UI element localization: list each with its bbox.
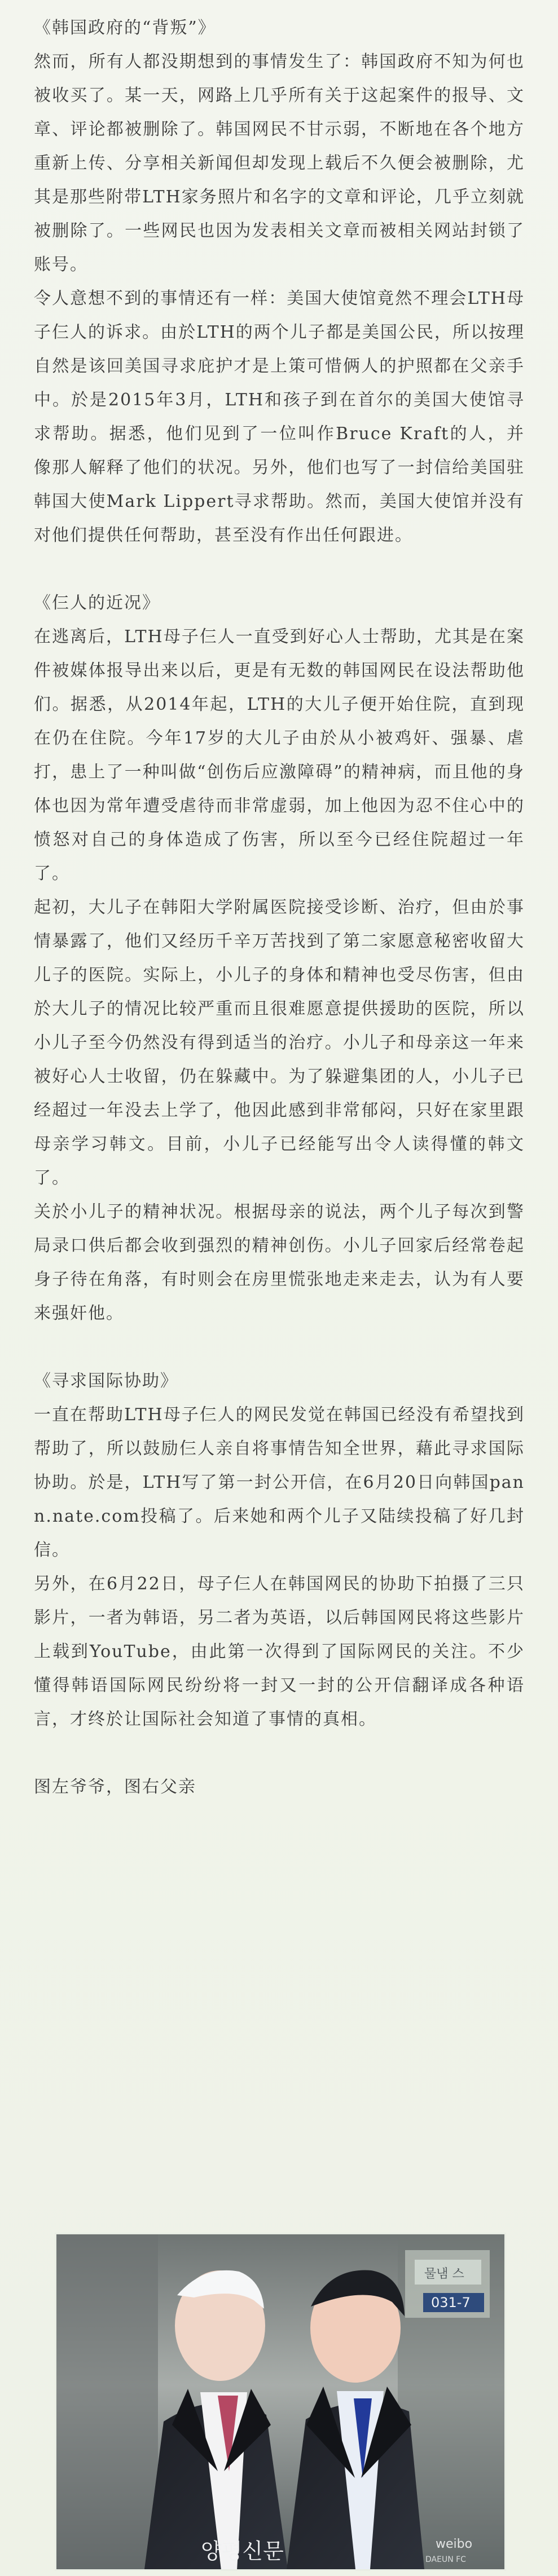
section-paragraph: 起初，大儿子在韩阳大学附属医院接受诊断、治疗，但由於事情暴露了，他们又经历千辛万苦找到了第二家愿意秘密收留大儿子的医院。实际上，小儿子的身体和精神也受尽伤害，但由於大儿子的情况比较严重而且很难愿意提供援助的医院，所以小儿子至今仍然没有得到适当的治疗。小儿子和母亲这一年来被好心人士收留，仍在躲藏中。为了躲避集团的人，小儿子已经超过一年没去上学了，他因此感到非常郁闷，只好在家里跟母亲学习韩文。目前，小儿子已经能写出令人读得懂的韩文了。 [34, 898, 525, 1188]
photo-icon [56, 2234, 504, 2569]
sign-phone-text: 031-7 [431, 2295, 471, 2310]
photo-watermark-small: weibo [436, 2537, 473, 2551]
photo-watermark-site: DAEUN FC [425, 2555, 466, 2564]
article-photo [55, 2233, 506, 2571]
article-content [34, 11, 525, 1804]
section-paragraph: 另外，在6月22日，母子仨人在韩国网民的协助下拍摄了三只影片，一者为韩语，另二者为英语，以后韩国网民将这些影片上载到YouTube，由此第一次得到了国际网民的关注。不少懂得韩语国际网民纷纷将一封又一封的公开信翻译成各种语言，才终於让国际社会知道了事情的真相。 [34, 1574, 525, 1729]
section-title-international-help: 《寻求国际协助》 [34, 1371, 178, 1391]
sign-text-top: 물냄 스 [424, 2267, 464, 2281]
section-paragraph: 在逃离后，LTH母子仨人一直受到好心人士帮助，尤其是在案件被媒体报导出来以后，更是有无数的韩国网民在设法帮助他们。据悉，从2014年起，LTH的大儿子便开始住院，直到现在仍在住院。今年17岁的大儿子由於从小被鸡奸、强暴、虐打，患上了一种叫做“创伤后应激障碍”的精神病，而且他的身体也因为常年遭受虐待而非常虚弱，加上他因为忍不住心中的愤怒对自己的身体造成了伤害，所以至今已经住院超过一年了。 [34, 627, 525, 883]
section-title-government-betrayal: 《韩国政府的“背叛”》 [34, 18, 216, 38]
section-spacer [34, 553, 525, 586]
section-paragraph: 一直在帮助LTH母子仨人的网民发觉在韩国已经没有希望找到帮助了，所以鼓励仨人亲自将事情告知全世界，藉此寻求国际协助。於是，LTH写了第一封公开信，在6月20日向韩国pann.nate.com投稿了。后来她和两个儿子又陆续投稿了好几封信。 [34, 1405, 525, 1560]
section-spacer [34, 1331, 525, 1364]
section-paragraph: 令人意想不到的事情还有一样：美国大使馆竟然不理会LTH母子仨人的诉求。由於LTH的两个儿子都是美国公民，所以按理自然是该回美国寻求庇护才是上策可惜俩人的护照都在父亲手中。於是2015年3月，LTH和孩子到在首尔的美国大使馆寻求帮助。据悉，他们见到了一位叫作Bruce Kraft的人，并像那人解释了他们的状况。另外，他们也写了一封信给美国驻韩国大使Mark Lippert寻求帮助。然而，美国大使馆并没有对他们提供任何帮助，甚至没有作出任何跟进。 [34, 289, 525, 545]
section-paragraph: 关於小儿子的精神状况。根据母亲的说法，两个儿子每次到警局录口供后都会收到强烈的精神创伤。小儿子回家后经常卷起身子待在角落，有时则会在房里慌张地走来走去，认为有人要来强奸他。 [34, 1202, 525, 1323]
photo-caption: 图左爷爷，图右父亲 [34, 1777, 196, 1797]
section-title-recent-situation: 《仨人的近况》 [34, 593, 160, 613]
section-spacer [34, 1737, 525, 1770]
section-paragraph: 然而，所有人都没期想到的事情发生了：韩国政府不知为何也被收买了。某一天，网路上几乎所有关于这起案件的报导、文章、评论都被删除了。韩国网民不甘示弱，不断地在各个地方重新上传、分享相关新闻但却发现上载后不久便会被删除，尤其是那些附带LTH家务照片和名字的文章和评论，几乎立刻就被删除了。一些网民也因为发表相关文章而被相关网站封锁了账号。 [34, 52, 525, 275]
photo-watermark: 양평신문 [201, 2539, 284, 2564]
